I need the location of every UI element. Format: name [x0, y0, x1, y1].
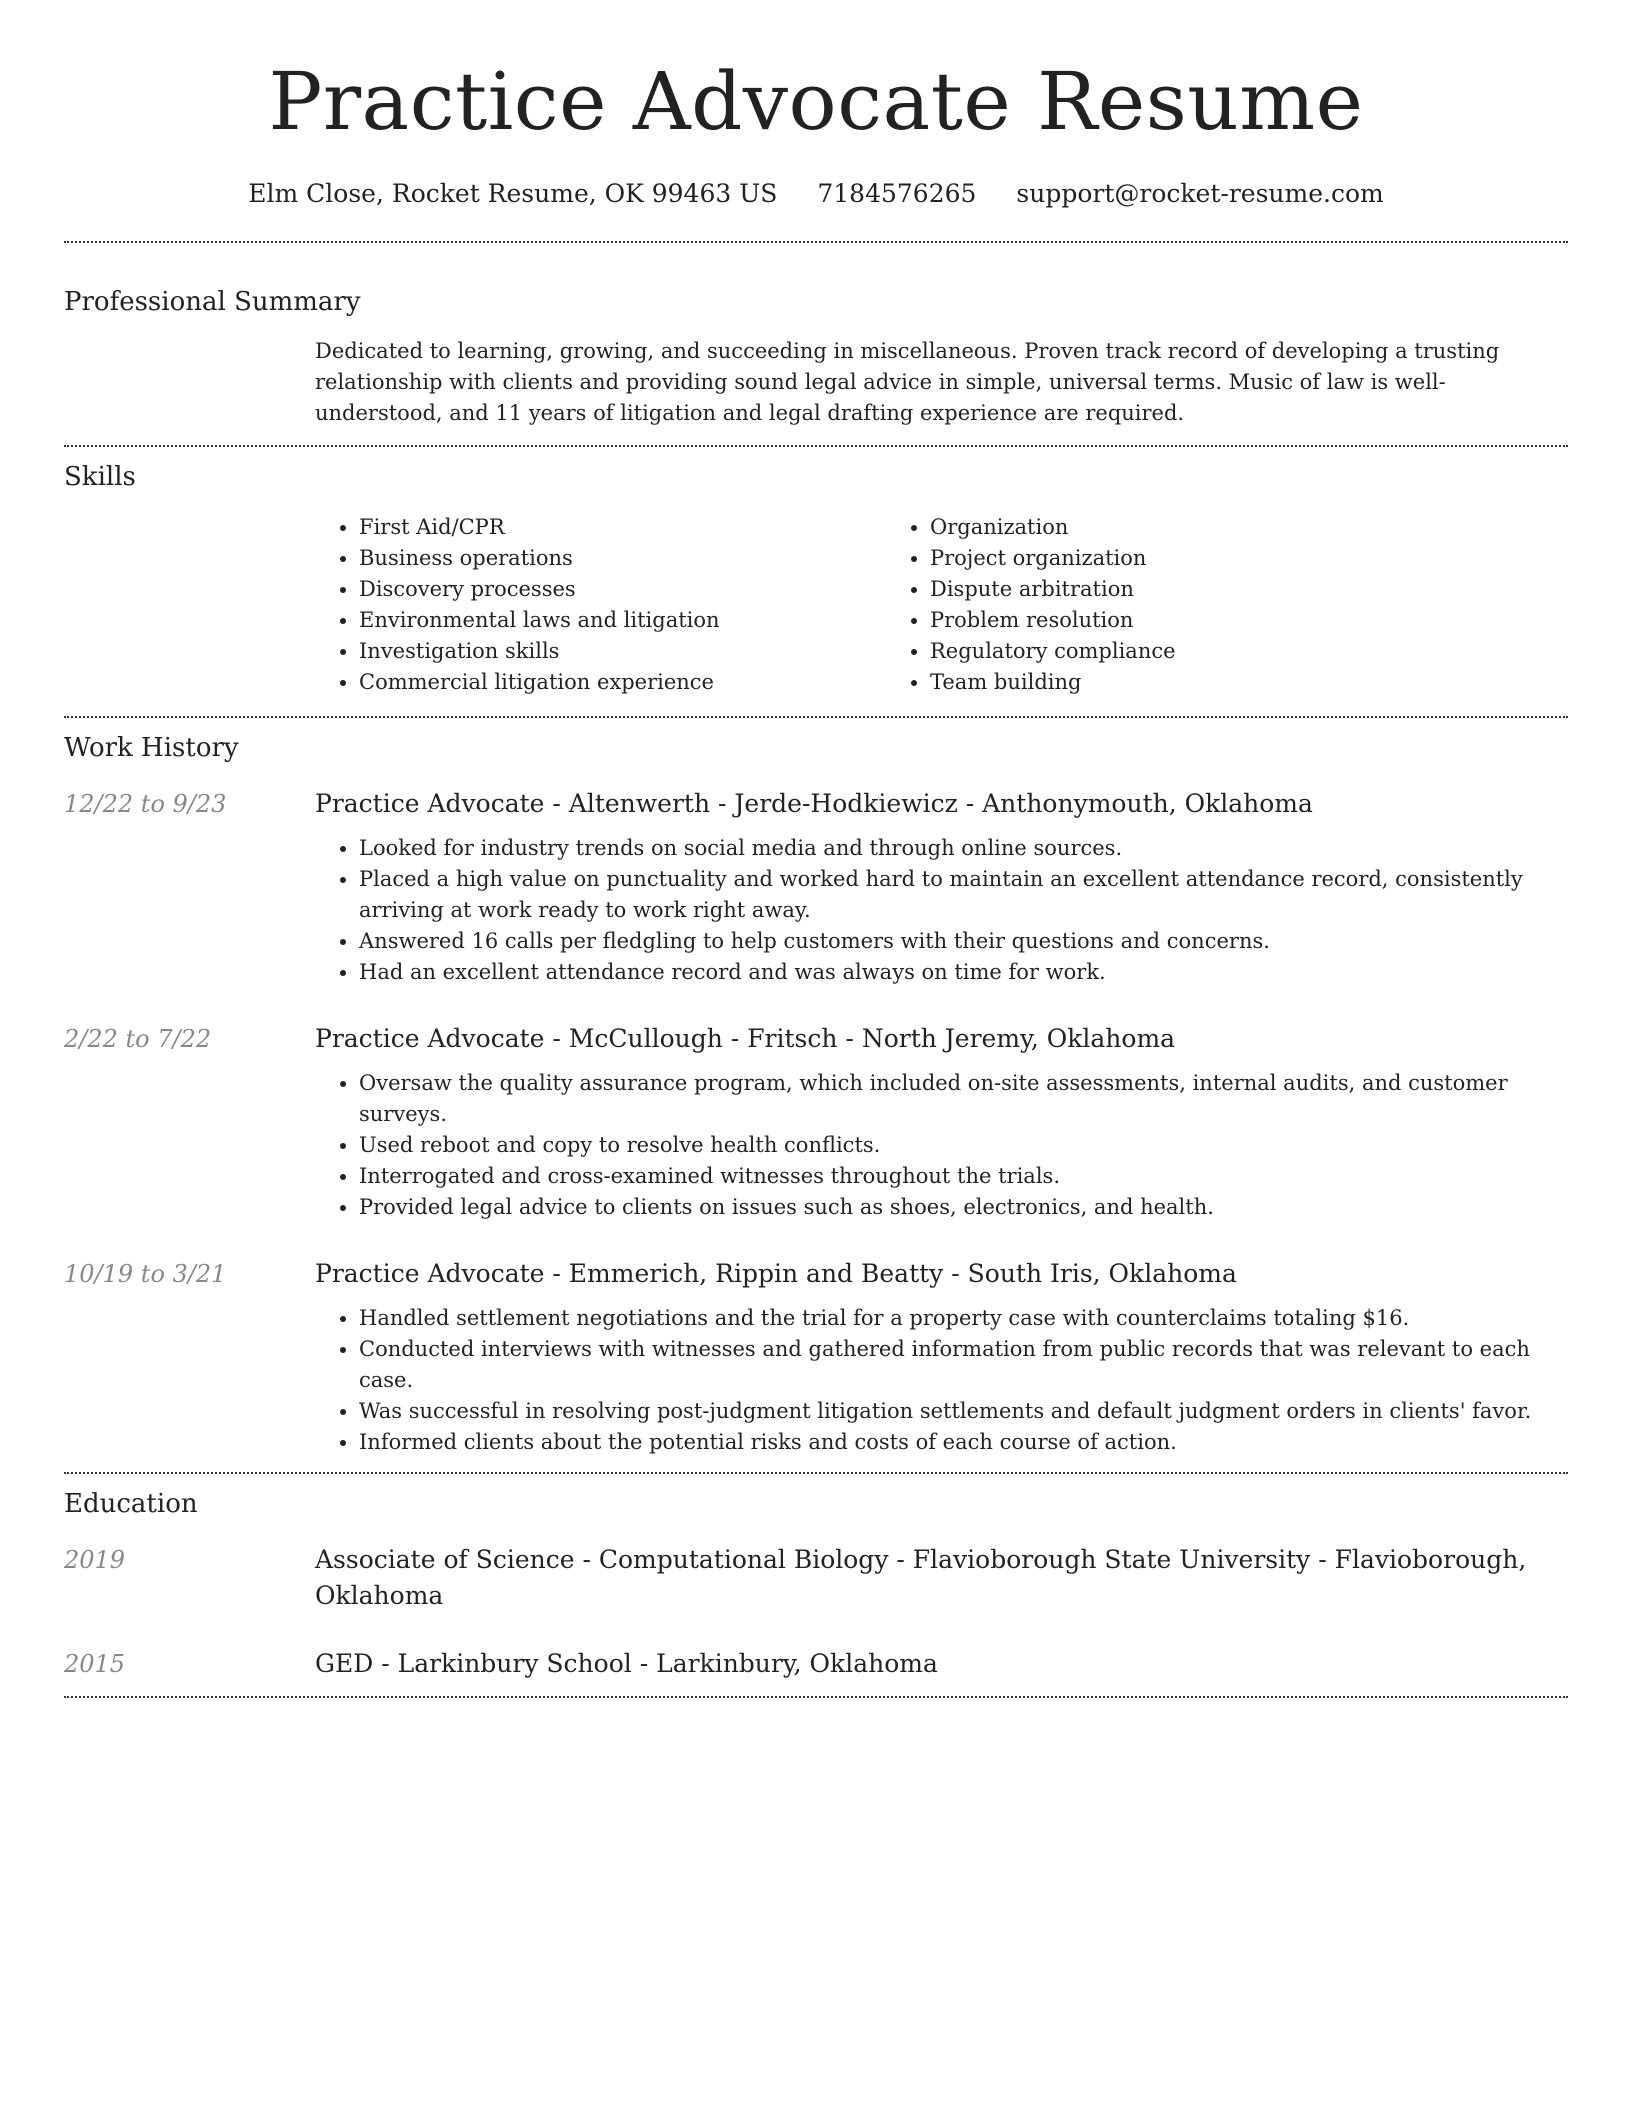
skills-column-left — [315, 512, 886, 698]
skill-item: • Problem resolution — [930, 605, 1486, 636]
section-title-skills: Skills — [64, 462, 136, 492]
job-entry — [64, 1021, 1568, 1223]
contact-phone: 7184576265 — [817, 179, 977, 208]
job-details — [315, 1021, 1568, 1223]
divider — [64, 445, 1568, 447]
job-bullets — [315, 833, 1568, 988]
job-bullet: • Used reboot and copy to resolve health conflicts. — [359, 1130, 1568, 1161]
resume-page — [64, 0, 1568, 1698]
job-bullet: • Placed a high value on punctuality and worked hard to maintain an excellent attendance record, consistently arriving at work ready to work right away. — [359, 864, 1568, 926]
section-title-work: Work History — [64, 733, 239, 763]
summary-text: Dedicated to learning, growing, and succeeding in miscellaneous. Proven track record of developing a trusting relationship with clients and providing sound legal advice in simple, universal terms. Music of law is well-understood, and 11 years of litigation and legal drafting experience are required. — [315, 339, 1500, 425]
job-bullets — [315, 1068, 1568, 1223]
job-details — [315, 786, 1568, 988]
section-title-education: Education — [64, 1489, 198, 1519]
job-bullets — [315, 1303, 1568, 1458]
resume-title: Practice Advocate Resume — [268, 55, 1364, 148]
job-bullet: • Looked for industry trends on social media and through online sources. — [359, 833, 1568, 864]
skill-item: • Commercial litigation experience — [359, 667, 886, 698]
job-bullet: • Conducted interviews with witnesses and gathered information from public records that was relevant to each case. — [359, 1334, 1568, 1396]
job-entry — [64, 786, 1568, 988]
job-title: Practice Advocate - Altenwerth - Jerde-Hodkiewicz - Anthonymouth, Oklahoma — [315, 789, 1313, 818]
education-entry — [64, 1542, 1568, 1614]
contact-email: support@rocket-resume.com — [1016, 179, 1384, 208]
education-details — [315, 1542, 1568, 1614]
divider — [64, 1472, 1568, 1474]
divider — [64, 1696, 1568, 1698]
education-title: Associate of Science - Computational Biology - Flavioborough State University - Flavioborough, Oklahoma — [315, 1545, 1527, 1610]
job-dates: 2/22 to 7/22 — [64, 1025, 212, 1053]
skill-item: • First Aid/CPR — [359, 512, 886, 543]
job-title: Practice Advocate - McCullough - Fritsch - North Jeremy, Oklahoma — [315, 1024, 1176, 1053]
education-entry — [64, 1646, 1568, 1682]
skill-item: • Business operations — [359, 543, 886, 574]
job-title: Practice Advocate - Emmerich, Rippin and Beatty - South Iris, Oklahoma — [315, 1259, 1237, 1288]
skill-item: • Dispute arbitration — [930, 574, 1486, 605]
job-bullet: • Had an excellent attendance record and was always on time for work. — [359, 957, 1568, 988]
job-bullet: • Oversaw the quality assurance program, which included on-site assessments, internal audits, and customer surveys. — [359, 1068, 1568, 1130]
section-title-summary: Professional Summary — [64, 287, 361, 317]
job-bullet: • Informed clients about the potential risks and costs of each course of action. — [359, 1427, 1568, 1458]
job-bullet: • Answered 16 calls per fledgling to help customers with their questions and concerns. — [359, 926, 1568, 957]
job-bullet: • Handled settlement negotiations and the trial for a property case with counterclaims totaling $16. — [359, 1303, 1568, 1334]
divider — [64, 241, 1568, 243]
skill-item: • Regulatory compliance — [930, 636, 1486, 667]
skill-item: • Project organization — [930, 543, 1486, 574]
skill-item: • Organization — [930, 512, 1486, 543]
skill-item: • Discovery processes — [359, 574, 886, 605]
summary-body — [315, 336, 1568, 429]
education-year: 2015 — [64, 1650, 126, 1678]
job-entry — [64, 1256, 1568, 1458]
education-details — [315, 1646, 1568, 1682]
education-year: 2019 — [64, 1546, 126, 1574]
skill-item: • Environmental laws and litigation — [359, 605, 886, 636]
education-title: GED - Larkinbury School - Larkinbury, Oklahoma — [315, 1649, 938, 1678]
job-dates: 12/22 to 9/23 — [64, 790, 227, 818]
skill-item: • Investigation skills — [359, 636, 886, 667]
job-details — [315, 1256, 1568, 1458]
skills-column-right — [886, 512, 1486, 698]
skills-list — [315, 512, 1568, 698]
job-bullet: • Was successful in resolving post-judgment litigation settlements and default judgment orders in clients' favor. — [359, 1396, 1568, 1427]
divider — [64, 716, 1568, 718]
job-bullet: • Interrogated and cross-examined witnesses throughout the trials. — [359, 1161, 1568, 1192]
skill-item: • Team building — [930, 667, 1486, 698]
job-bullet: • Provided legal advice to clients on issues such as shoes, electronics, and health. — [359, 1192, 1568, 1223]
contact-line — [64, 176, 1568, 212]
contact-address: Elm Close, Rocket Resume, OK 99463 US — [248, 179, 778, 208]
job-dates: 10/19 to 3/21 — [64, 1260, 227, 1288]
